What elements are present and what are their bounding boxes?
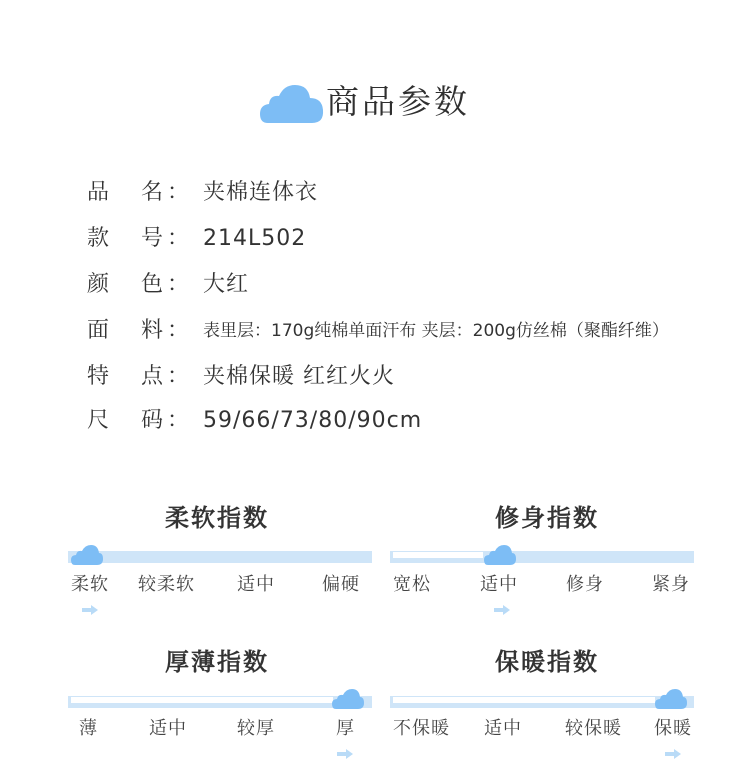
spec-label-char: 料 xyxy=(141,318,164,343)
spec-label-char: 号 xyxy=(141,226,164,251)
spec-value: 59/66/73/80/90cm xyxy=(203,408,423,433)
spec-label-char: 款 xyxy=(87,226,110,251)
thickness-level: 薄 xyxy=(79,718,98,739)
arrow-right-icon xyxy=(82,605,98,615)
spec-colon: ： xyxy=(167,226,190,251)
spec-value: 表里层：170g纯棉单面汗布 夹层：200g仿丝棉（聚酯纤维） xyxy=(203,321,669,341)
thickness-track-empty xyxy=(70,696,334,704)
fit-index-title: 修身指数 xyxy=(495,504,599,532)
warmth-index-title: 保暖指数 xyxy=(495,648,599,676)
spec-label-char: 尺 xyxy=(87,408,110,433)
fit-level: 修身 xyxy=(566,574,604,595)
spec-label-char: 面 xyxy=(87,318,110,343)
thickness-index-title: 厚薄指数 xyxy=(165,648,269,676)
cloud-icon xyxy=(260,83,324,123)
fit-track-empty xyxy=(392,551,484,559)
spec-colon: ： xyxy=(167,272,190,297)
arrow-right-icon xyxy=(665,749,681,759)
softness-level: 较柔软 xyxy=(138,574,195,595)
warmth-level: 不保暖 xyxy=(393,718,450,739)
fit-level: 适中 xyxy=(480,574,518,595)
warmth-level: 适中 xyxy=(484,718,522,739)
cloud-icon xyxy=(655,689,687,709)
softness-level: 适中 xyxy=(237,574,275,595)
spec-label-char: 颜 xyxy=(87,272,110,297)
spec-value: 夹棉连体衣 xyxy=(203,180,319,205)
warmth-level: 保暖 xyxy=(654,718,692,739)
arrow-right-icon xyxy=(494,605,510,615)
cloud-icon xyxy=(484,545,516,565)
softness-level: 柔软 xyxy=(71,574,109,595)
thickness-level: 适中 xyxy=(149,718,187,739)
spec-label-char: 特 xyxy=(87,364,110,389)
spec-colon: ： xyxy=(167,318,190,343)
spec-value: 214L502 xyxy=(203,226,307,251)
spec-label-char: 色 xyxy=(141,272,164,297)
spec-label-char: 品 xyxy=(87,180,110,205)
warmth-track-empty xyxy=(392,696,656,704)
spec-colon: ： xyxy=(167,408,190,433)
spec-value: 夹棉保暖 红红火火 xyxy=(203,364,395,389)
thickness-level: 厚 xyxy=(336,718,355,739)
spec-label-char: 码 xyxy=(141,408,164,433)
arrow-right-icon xyxy=(337,749,353,759)
softness-level: 偏硬 xyxy=(322,574,360,595)
spec-colon: ： xyxy=(167,180,190,205)
spec-label-char: 名 xyxy=(141,180,164,205)
section-header xyxy=(0,78,750,128)
page-title: 商品参数 xyxy=(326,82,470,121)
cloud-icon xyxy=(332,689,364,709)
spec-colon: ： xyxy=(167,364,190,389)
softness-track xyxy=(68,551,372,563)
softness-index-title: 柔软指数 xyxy=(165,504,269,532)
thickness-level: 较厚 xyxy=(237,718,275,739)
spec-value: 大红 xyxy=(203,272,250,297)
warmth-level: 较保暖 xyxy=(565,718,622,739)
spec-label-char: 点 xyxy=(141,364,164,389)
cloud-icon xyxy=(71,545,103,565)
fit-level: 紧身 xyxy=(652,574,690,595)
fit-level: 宽松 xyxy=(393,574,431,595)
